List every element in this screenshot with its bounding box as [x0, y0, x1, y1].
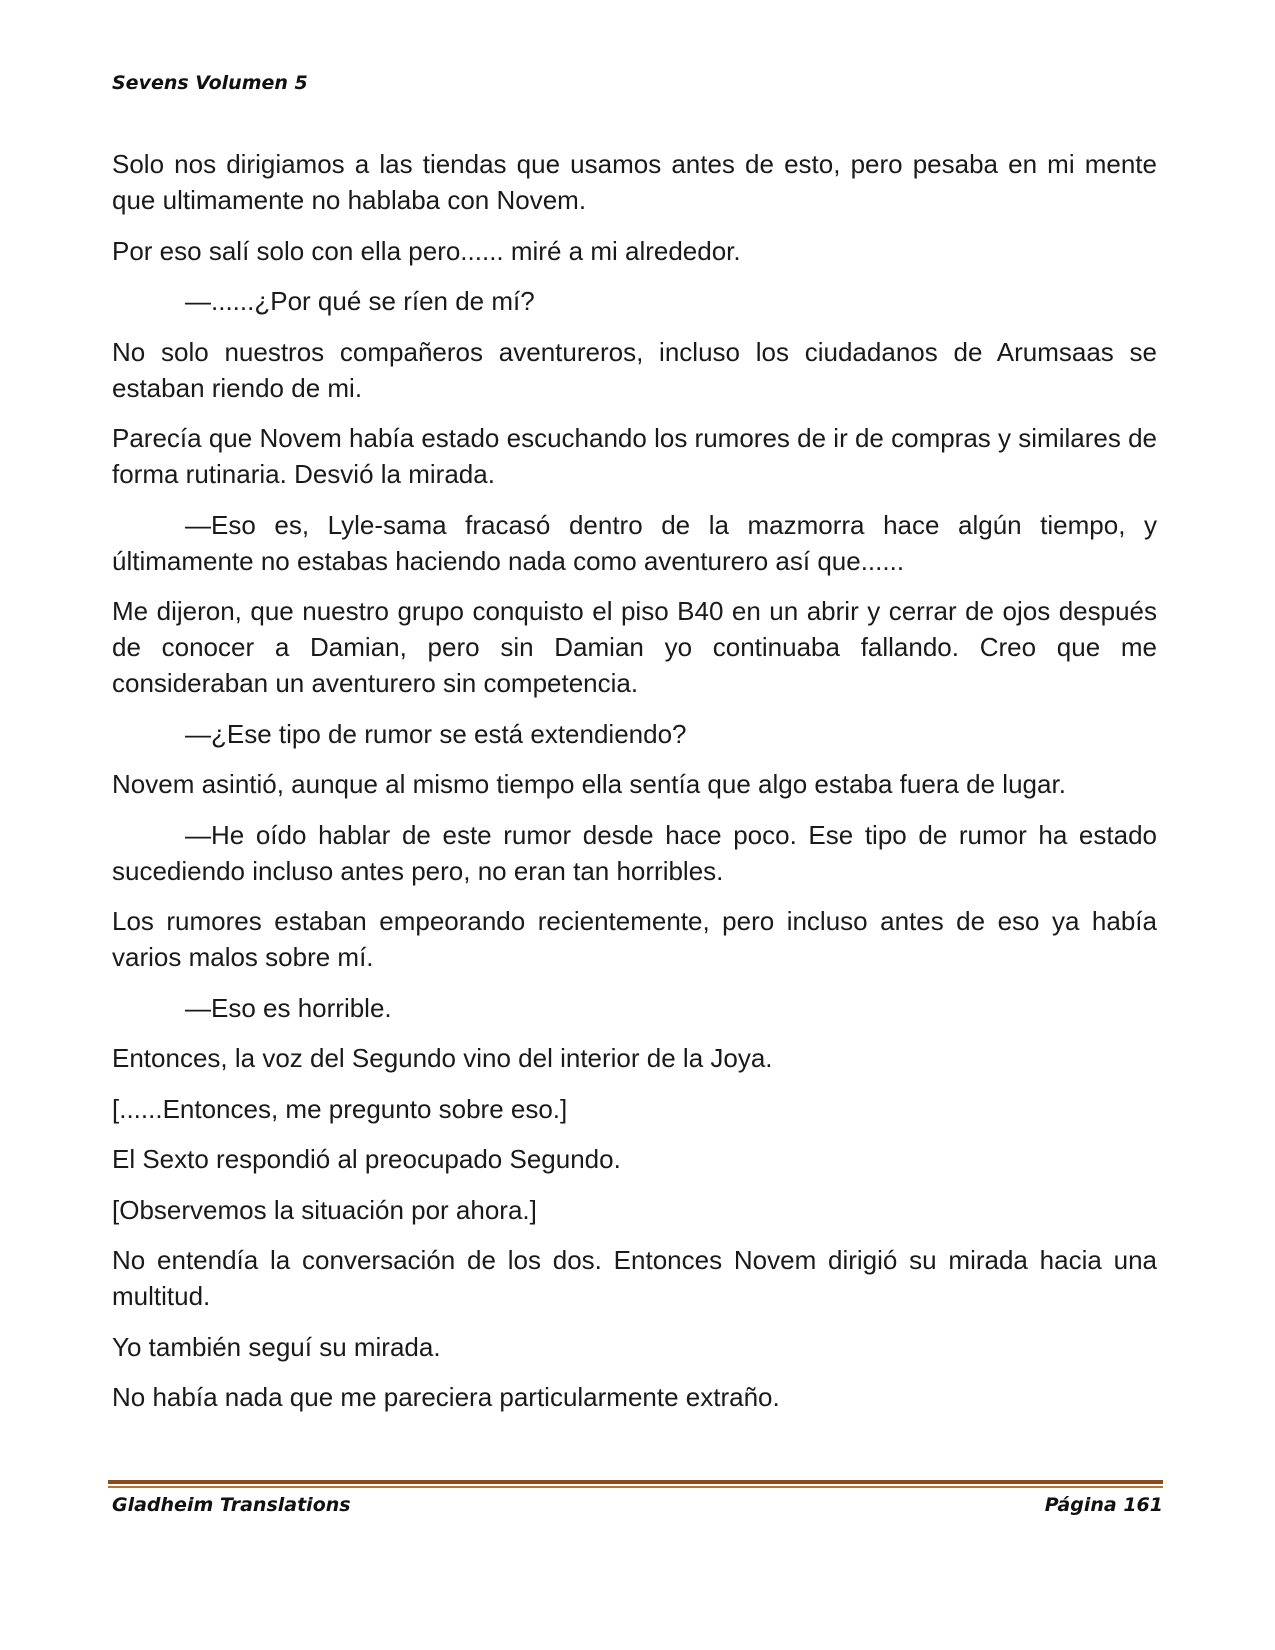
dialogue-paragraph: —¿Ese tipo de rumor se está extendiendo?	[185, 718, 687, 749]
footer-rule-thick	[108, 1480, 1163, 1484]
paragraph: Los rumores estaban empeorando recientemente, pero incluso antes de eso ya había varios malos sobre mí.	[112, 906, 1157, 972]
dialogue-paragraph: —He oído hablar de este rumor desde hace poco. Ese tipo de rumor ha estado sucediendo incluso antes pero, no eran tan horribles.	[112, 819, 1157, 886]
paragraph: No entendía la conversación de los dos. Entonces Novem dirigió su mirada hacia una multitud.	[112, 1245, 1157, 1311]
page-number: Página 161	[1044, 1494, 1163, 1516]
paragraph: No solo nuestros compañeros aventureros, incluso los ciudadanos de Arumsaas se estaban riendo de mi.	[112, 336, 1157, 403]
dialogue-paragraph: —Eso es, Lyle-sama fracasó dentro de la mazmorra hace algún tiempo, y últimamente no estabas haciendo nada como aventurero así que......	[112, 509, 1157, 576]
page-body	[112, 146, 1157, 1430]
footer-rule-thin	[108, 1486, 1163, 1488]
paragraph: Me dijeron, que nuestro grupo conquisto el piso B40 en un abrir y cerrar de ojos después de conocer a Damian, pero sin Damian yo continuaba fallando. Creo que me consideraban un aventurero sin competencia.	[112, 596, 1157, 698]
running-header: Sevens Volumen 5	[112, 72, 308, 94]
dialogue-paragraph: —Eso es horrible.	[185, 992, 392, 1023]
paragraph: [Observemos la situación por ahora.]	[112, 1194, 537, 1225]
paragraph: Yo también seguí su mirada.	[112, 1331, 441, 1362]
paragraph: El Sexto respondió al preocupado Segundo.	[112, 1144, 621, 1174]
paragraph: No había nada que me pareciera particularmente extraño.	[112, 1382, 780, 1412]
paragraph: Novem asintió, aunque al mismo tiempo ella sentía que algo estaba fuera de lugar.	[112, 769, 1066, 799]
footer-credit: Gladheim Translations	[112, 1494, 351, 1516]
paragraph: [......Entonces, me pregunto sobre eso.]	[112, 1093, 568, 1124]
paragraph: Parecía que Novem había estado escuchando los rumores de ir de compras y similares de forma rutinaria. Desvió la mirada.	[112, 423, 1157, 489]
paragraph: Entonces, la voz del Segundo vino del interior de la Joya.	[112, 1043, 773, 1073]
footer-rule	[108, 1480, 1163, 1488]
paragraph: Por eso salí solo con ella pero...... miré a mi alrededor.	[112, 235, 741, 266]
paragraph: Solo nos dirigiamos a las tiendas que usamos antes de esto, pero pesaba en mi mente que ultimamente no hablaba con Novem.	[112, 149, 1157, 215]
dialogue-paragraph: —......¿Por qué se ríen de mí?	[185, 286, 535, 316]
